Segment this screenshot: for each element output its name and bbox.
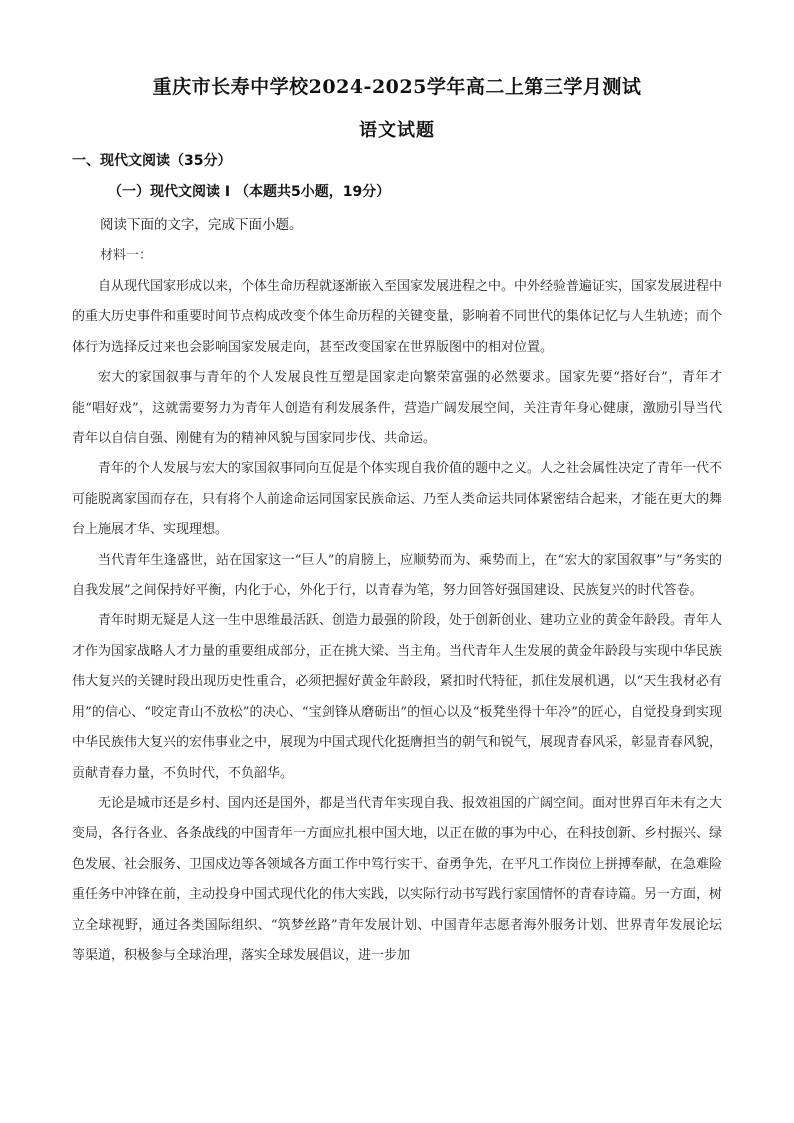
paragraph: 宏大的家国叙事与青年的个人发展良性互塑是国家走向繁荣富强的必然要求。国家先要“搭好台”，青年才能“唱好戏”，这就需要努力为青年人创造有利发展条件，营造广阔发展空间，关注青年身心健康，激励引导当代青年以自信自强、刚健有为的精神风貌与国家同步伐、共命运。 [72,370,722,447]
reading-instruction: 阅读下面的文字，完成下面小题。 [100,217,303,233]
paragraph: 无论是城市还是乡村、国内还是国外，都是当代青年实现自我、报效祖国的广阔空间。面对世界百年未有之大变局，各行各业、各条战线的中国青年一方面应扎根中国大地，以正在做的事为中心，在科技创新、乡村振兴、绿色发展、社会服务、卫国戍边等各领域各方面工作中笃行实干、奋勇争先，在平凡工作岗位上拼搏奉献，在急难险重任务中冲锋在前，主动投身中国式现代化的伟大实践，以实际行动书写践行家国情怀的青春诗篇。另一方面，树立全球视野，通过各类国际组织、“筑梦丝路”青年发展计划、中国青年志愿者海外服务计划、世界青年发展论坛等渠道，积极参与全球治理，落实全球发展倡议，进一步加 [72,795,723,963]
paragraph: 当代青年生逢盛世，站在国家这一“巨人”的肩膀上，应顺势而为、乘势而上，在“宏大的家国叙事”与“务实的自我发展”之间保持好平衡，内化于心，外化于行，以青春为笔，努力回答好强国建设、民族复兴的时代答卷。 [72,552,722,599]
passage-body [72,272,722,971]
section-heading: 一、现代文阅读（35分） [72,153,232,169]
paragraph: 青年时期无疑是人这一生中思维最活跃、创造力最强的阶段，处于创新创业、建功立业的黄金年龄段。青年人才作为国家战略人才力量的重要组成部分，正在挑大梁、当主角。当代青年人生发展的黄金年龄段与实现中华民族伟大复兴的关键时段出现历史性重合，必须把握好黄金年龄段，紧扣时代特征，抓住发展机遇，以“天生我材必有用”的信心、“咬定青山不放松”的决心、“宝剑锋从磨砺出”的恒心以及“板凳坐得十年冷”的匠心，自觉投身到实现中华民族伟大复兴的宏伟事业之中，展现为中国式现代化挺膺担当的朝气和锐气，展现青春风采，彰显青春风貌，贡献青春力量，不负时代，不负韶华。 [72,613,723,781]
subsection-heading: （一）现代文阅读 I （本题共5小题，19分） [108,184,391,200]
paragraph: 自从现代国家形成以来，个体生命历程就逐渐嵌入至国家发展进程之中。中外经验普遍证实，国家发展进程中的重大历史事件和重要时间节点构成改变个体生命历程的关键变量，影响着不同世代的集体记忆与人生轨迹；而个体行为选择反过来也会影响国家发展走向，甚至改变国家在世界版图中的相对位置。 [72,279,723,355]
document-subtitle: 语文试题 [359,120,435,141]
paragraph: 青年的个人发展与宏大的家国叙事同向互促是个体实现自我价值的题中之义。人之社会属性决定了青年一代不可能脱离家国而存在，只有将个人前途命运同国家民族命运、乃至人类命运共同体紧密结合起来，才能在更大的舞台上施展才华、实现理想。 [72,461,723,538]
document-title: 重庆市长寿中学校2024-2025学年高二上第三学月测试 [152,76,642,98]
material-label: 材料一： [100,248,153,263]
